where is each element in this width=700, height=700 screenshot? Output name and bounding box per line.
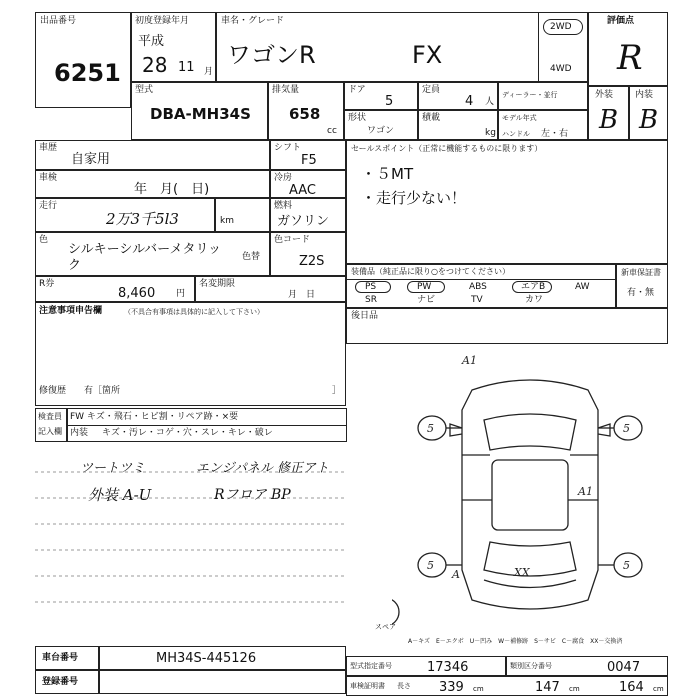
mark-wheel-fr: 5 [623, 422, 630, 435]
warranty-label: 新車保証書 [621, 268, 661, 277]
length-value: 339 [439, 680, 464, 695]
notes-sublabel: （不具合有事項は具体的に記入して下さい） [124, 308, 264, 316]
mileage-unit: km [220, 216, 234, 226]
type-cert-label: 型式指定番号 [350, 662, 392, 670]
handle-label: ハンドル [502, 130, 530, 138]
inspector-label-1: 検査員 [38, 412, 62, 421]
inspector-fw-line: FW キズ・飛石・ヒビ割・リペア跡・×要 [70, 412, 239, 422]
height-unit: cm [653, 685, 664, 693]
repaint-label: 色替 [242, 252, 261, 262]
fuel-value: ガソリン [277, 214, 330, 229]
color-code-box [270, 232, 346, 276]
class-value: 0047 [607, 660, 641, 675]
lot-number: 6251 [54, 59, 121, 87]
dealer-box [498, 82, 588, 110]
condition-divider [628, 87, 630, 139]
equip-sr: SR [365, 295, 377, 305]
score-value: R [617, 38, 643, 78]
displacement-value: 658 [289, 105, 321, 123]
type-box [131, 82, 268, 140]
type-value: DBA-MH34S [150, 105, 251, 123]
history-label: 車歴 [39, 143, 58, 153]
car-windshield [484, 414, 576, 450]
mark-right-a1: A1 [578, 485, 593, 498]
dealer-label: ディーラー・並行 [502, 91, 558, 99]
class-box [506, 656, 668, 676]
car-roof [492, 460, 568, 530]
name-change-label: 名変期限 [199, 279, 236, 289]
type-cert-value: 17346 [427, 660, 469, 675]
load-label: 積載 [422, 113, 441, 123]
recycle-box [35, 276, 195, 302]
doors-label: ドア [348, 85, 366, 95]
chassis-value: MH34S-445126 [156, 651, 257, 666]
displacement-label: 排気量 [272, 85, 300, 95]
color-label: 色 [39, 235, 49, 245]
shift-value: F5 [301, 153, 317, 168]
name-change-box [195, 276, 346, 302]
drive-2wd: 2WD [550, 22, 572, 32]
color-code-value: Z2S [299, 254, 325, 269]
month-unit: 月 [204, 67, 214, 77]
recycle-label: R券 [39, 279, 55, 289]
inspector-int-short: 内装 [70, 428, 89, 438]
mark-rear-left-a: A [452, 568, 460, 581]
repair-label: 修復歴 [39, 386, 67, 396]
mileage-label: 走行 [39, 201, 58, 211]
registration-box [35, 670, 346, 694]
load-box [418, 110, 498, 140]
repair-close: ］ [332, 386, 342, 396]
condition-box [588, 86, 668, 140]
height-value: 164 [619, 680, 644, 695]
color-value-1: シルキーシルバーメタリッ [68, 242, 222, 257]
drive-box [538, 12, 588, 82]
inspection-value: 年 月( 日) [134, 182, 210, 197]
type-label: 型式 [135, 85, 154, 95]
cert-size-label: 車検証明書 [350, 682, 385, 690]
mark-wheel-rr: 5 [623, 559, 630, 572]
reg-month: 11 [178, 60, 195, 75]
model-year-label: モデル年式 [502, 114, 537, 122]
equipment-box [346, 264, 668, 308]
handwritten-note-1: ツートツミ [80, 461, 146, 476]
ac-label: 冷房 [274, 173, 293, 183]
handle-value: 左・右 [541, 129, 569, 139]
displacement-unit: cc [327, 126, 337, 136]
ac-value: AAC [289, 183, 316, 198]
equip-aw: AW [575, 282, 590, 292]
chassis-divider [98, 647, 100, 669]
chassis-box [35, 646, 346, 670]
score-box [588, 12, 668, 86]
class-label: 類別区分番号 [510, 662, 552, 670]
equipment-col-divider [615, 265, 617, 307]
sales-point-1: ・５MT [361, 165, 414, 183]
score-label: 評価点 [607, 16, 635, 26]
equip-kawa: カワ [525, 295, 544, 305]
interior-grade: B [639, 105, 659, 135]
handwritten-note-2: 外装 A-U [88, 486, 152, 504]
registration-divider [98, 671, 100, 693]
width-unit: cm [569, 685, 580, 693]
model-year-box [498, 110, 588, 140]
chassis-label: 車台番号 [42, 653, 79, 663]
fuel-label: 燃料 [274, 201, 293, 211]
history-value: 自家用 [71, 152, 111, 167]
length-unit: cm [473, 685, 484, 693]
recycle-unit: 円 [176, 289, 186, 299]
capacity-label: 定員 [422, 85, 441, 95]
rear-seat-label: 後日品 [351, 311, 379, 321]
fuel-box [270, 198, 346, 232]
mileage-box [35, 198, 270, 232]
model-name-label: 車名・グレード [221, 16, 285, 26]
model-name-box [216, 12, 588, 82]
color-code-label: 色コード [274, 235, 311, 245]
interior-label: 内装 [635, 90, 654, 100]
inspection-label: 車検 [39, 173, 58, 183]
mileage-divider [214, 199, 216, 231]
inspector-int-line: キズ・汚レ・コゲ・穴・スレ・キレ・破レ [102, 428, 273, 438]
size-box [346, 676, 668, 696]
model-name: ワゴンR [227, 41, 316, 69]
exterior-grade: B [599, 105, 619, 135]
registration-label: 登録番号 [42, 677, 79, 687]
repair-value: 有［箇所 [84, 386, 121, 396]
doors-box [344, 82, 418, 110]
mark-wheel-fl: 5 [427, 422, 434, 435]
car-rear-window [484, 542, 576, 576]
diagram-legend: A－キズ E－エクボ U－凹み W－補修跡 S－サビ C－腐食 XX－交換済 [408, 638, 623, 645]
sales-point-2: ・走行少ない！ [361, 189, 467, 207]
load-unit: kg [485, 128, 496, 138]
spare-label: スペア [375, 623, 396, 631]
recycle-value: 8,460 [118, 286, 156, 301]
handwritten-note-3: エンジパネル 修正アト [196, 461, 329, 476]
capacity-box [418, 82, 498, 110]
equip-tv: TV [471, 295, 483, 305]
rear-seat-box [346, 308, 668, 344]
car-damage-diagram [392, 350, 668, 640]
equipment-row-divider [347, 279, 615, 280]
mark-wheel-rl: 5 [427, 559, 434, 572]
handwritten-note-4: Rフロア BP [214, 487, 291, 503]
equip-navi: ナビ [417, 295, 436, 305]
capacity-unit: 人 [485, 97, 495, 107]
mileage-value: 2万3千5l3 [106, 210, 179, 228]
warranty-value: 有・無 [627, 288, 655, 298]
mark-rear-xx: XX [514, 566, 530, 579]
shape-box [344, 110, 418, 140]
name-change-value: 月 日 [288, 290, 316, 300]
notes-label: 注意事項申告欄 [39, 306, 103, 316]
shape-value: ワゴン [367, 126, 395, 136]
sales-points-box [346, 140, 668, 264]
displacement-box [268, 82, 344, 140]
era: 平成 [138, 34, 165, 49]
inspector-row-divider [66, 425, 346, 426]
equipment-label: 装備品（純正品に限り○をつけてください） [351, 267, 510, 276]
sales-points-label: セールスポイント（正常に機能するものに限ります） [351, 144, 543, 153]
first-reg-label: 初度登録年月 [135, 16, 190, 26]
inspection-box [35, 170, 270, 198]
drive-4wd: 4WD [550, 64, 572, 74]
equip-ps: PS [365, 282, 377, 292]
reg-year: 28 [142, 53, 168, 77]
lot-label: 出品番号 [40, 16, 77, 26]
width-value: 147 [535, 680, 560, 695]
doors-value: 5 [385, 94, 394, 109]
spare-tire [392, 598, 399, 626]
shift-label: シフト [274, 143, 302, 153]
equip-airbag: エアB [521, 282, 546, 292]
first-reg-box [131, 12, 216, 82]
ac-box [270, 170, 346, 198]
length-label: 長さ [397, 682, 411, 690]
color-value-2: ク [68, 258, 82, 273]
shape-label: 形状 [348, 113, 367, 123]
inspector-label-2: 記入欄 [38, 427, 62, 436]
capacity-value: 4 [465, 94, 474, 109]
history-box [35, 140, 270, 170]
equip-pw: PW [417, 282, 432, 292]
exterior-label: 外装 [595, 90, 614, 100]
type-cert-box [346, 656, 506, 676]
lot-box [35, 12, 131, 108]
mark-front-a1: A1 [462, 354, 477, 367]
grade: FX [412, 41, 443, 69]
equip-abs: ABS [469, 282, 487, 292]
notes-box [35, 302, 346, 406]
color-box [35, 232, 270, 276]
shift-box [270, 140, 346, 170]
inspector-box [35, 408, 347, 442]
